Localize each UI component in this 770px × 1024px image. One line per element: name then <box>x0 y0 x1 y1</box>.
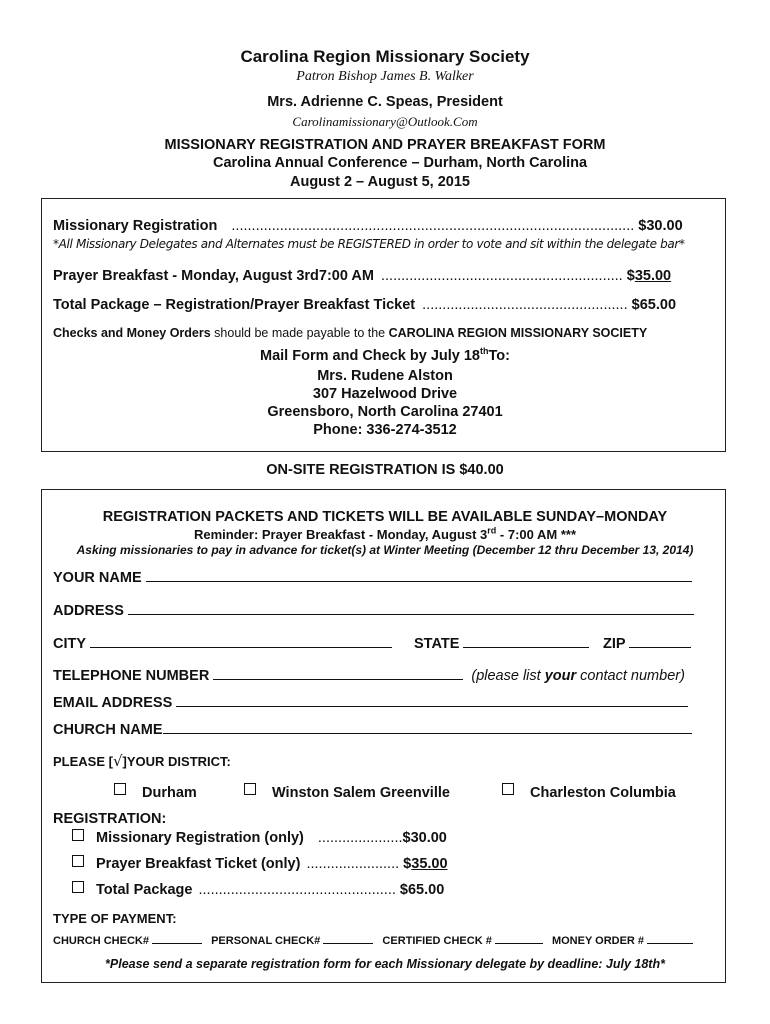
payment-heading: TYPE OF PAYMENT: <box>53 911 177 926</box>
address-label: ADDRESS <box>53 603 124 619</box>
mail-heading <box>0 348 770 364</box>
state-label: STATE <box>414 636 460 652</box>
missionary-fee-row <box>53 218 683 234</box>
city-label: CITY <box>53 636 86 652</box>
reg-package-label: Total Package <box>96 882 193 898</box>
reg-breakfast-checkbox[interactable] <box>72 855 84 867</box>
breakfast-fee-dots: ............................................................ <box>381 268 623 284</box>
district-durham-label: Durham <box>142 785 197 801</box>
missionary-fee-price: $30.00 <box>638 218 683 234</box>
district-heading <box>53 752 231 770</box>
missionary-fee-dots: .................................................................................................... <box>231 218 635 234</box>
reminder-time: - 7:00 AM *** <box>496 527 577 542</box>
breakfast-fee-row <box>53 268 671 284</box>
reg-missionary-dots: ..................... <box>317 830 403 846</box>
church-check-field[interactable] <box>152 943 202 944</box>
telephone-note-a: (please list <box>471 668 545 684</box>
mail-city: Greensboro, North Carolina 27401 <box>267 404 503 420</box>
advance-payment-note: Asking missionaries to pay in advance for ticket(s) at Winter Meeting (December 12 thru December 13, 2014) <box>76 543 694 557</box>
registration-heading: REGISTRATION: <box>53 811 167 827</box>
city-state-zip-row <box>53 636 392 652</box>
zip-row <box>603 636 691 652</box>
personal-check-label: PERSONAL CHECK# <box>211 935 321 947</box>
society-title: Carolina Region Missionary Society <box>240 47 530 66</box>
telephone-note <box>471 668 685 684</box>
district-charleston-label: Charleston Columbia <box>530 785 676 801</box>
reg-package-dots: ................................................. <box>198 882 396 898</box>
zip-label: ZIP <box>603 636 626 652</box>
district-heading-a: PLEASE [ <box>53 754 113 769</box>
reg-missionary-price: $30.00 <box>402 830 447 846</box>
packets-notice: REGISTRATION PACKETS AND TICKETS WILL BE AVAILABLE SUNDAY–MONDAY <box>102 509 668 525</box>
email-row <box>53 695 688 711</box>
telephone-label: TELEPHONE NUMBER <box>53 668 210 684</box>
reg-package-checkbox[interactable] <box>72 881 84 893</box>
telephone-note-c: contact number) <box>576 668 685 684</box>
breakfast-fee-price: 35.00 <box>634 268 672 284</box>
address-field[interactable] <box>128 614 694 615</box>
money-order-label: MONEY ORDER # <box>551 935 645 947</box>
payable-text: should be made payable to the <box>210 326 389 340</box>
church-field[interactable] <box>163 733 692 734</box>
deadline-note: *Please send a separate registration form for each Missionary delegate by deadline: July 18th* <box>105 957 665 971</box>
district-winston-label: Winston Salem Greenville <box>272 785 450 801</box>
reg-package-row <box>96 882 444 898</box>
mail-heading-text: Mail Form and Check by July 18 <box>260 348 481 364</box>
email-label: EMAIL ADDRESS <box>53 695 173 711</box>
reg-missionary-label: Missionary Registration (only) <box>96 830 304 846</box>
conference-line: Carolina Annual Conference – Durham, North Carolina <box>213 155 588 171</box>
telephone-row <box>53 668 685 684</box>
certified-check-field[interactable] <box>495 943 543 944</box>
church-label: CHURCH NAME <box>53 722 163 738</box>
onsite-registration: ON-SITE REGISTRATION IS $40.00 <box>266 462 504 478</box>
reminder-sup: rd <box>487 525 497 536</box>
package-fee-dots: ................................................... <box>422 297 628 313</box>
patron-line: Patron Bishop James B. Walker <box>296 69 474 84</box>
district-charleston-checkbox[interactable] <box>502 783 514 795</box>
package-fee-row <box>53 297 676 313</box>
reg-missionary-checkbox[interactable] <box>72 829 84 841</box>
reg-breakfast-label: Prayer Breakfast Ticket (only) <box>96 856 301 872</box>
checkmark-icon: √ <box>112 752 123 770</box>
mail-street: 307 Hazelwood Drive <box>312 386 458 402</box>
delegate-note: *All Missionary Delegates and Alternates must be REGISTERED in order to vote and sit within the delegate bar* <box>53 237 685 251</box>
mail-phone: Phone: 336-274-3512 <box>313 422 457 438</box>
reminder-text: Reminder: Prayer Breakfast - Monday, August 3 <box>193 527 488 542</box>
district-durham-checkbox[interactable] <box>114 783 126 795</box>
payable-bold-2: CAROLINA REGION MISSIONARY SOCIETY <box>388 326 648 340</box>
your-name-label: YOUR NAME <box>53 570 142 586</box>
your-name-field[interactable] <box>146 581 692 582</box>
your-name-row <box>53 570 692 586</box>
payment-types-row <box>53 935 693 947</box>
missionary-fee-label: Missionary Registration <box>53 218 218 234</box>
email-field[interactable] <box>176 706 688 707</box>
money-order-field[interactable] <box>647 943 693 944</box>
reg-breakfast-row <box>96 856 448 872</box>
breakfast-reminder <box>0 527 770 542</box>
certified-check-label: CERTIFIED CHECK # <box>382 935 492 947</box>
district-heading-b: ]YOUR DISTRICT: <box>122 754 231 769</box>
package-fee-price: $65.00 <box>631 297 677 313</box>
payable-note <box>53 326 647 340</box>
breakfast-fee-price-prefix: $ <box>626 268 635 284</box>
personal-check-field[interactable] <box>323 943 373 944</box>
mail-heading-sup: th <box>480 346 489 357</box>
zip-field[interactable] <box>629 647 691 648</box>
city-field[interactable] <box>90 647 392 648</box>
church-row <box>53 722 692 738</box>
reg-breakfast-price-prefix: $ <box>403 856 412 872</box>
telephone-note-your: your <box>544 668 577 684</box>
payable-bold-1: Checks and Money Orders <box>53 326 211 340</box>
president-line: Mrs. Adrienne C. Speas, President <box>267 94 503 110</box>
reg-package-price: $65.00 <box>399 882 445 898</box>
church-check-label: CHURCH CHECK# <box>53 935 149 947</box>
package-fee-label: Total Package – Registration/Prayer Breakfast Ticket <box>53 297 416 313</box>
breakfast-fee-label: Prayer Breakfast - Monday, August 3rd7:00 AM <box>53 268 374 284</box>
state-row <box>414 636 589 652</box>
mail-name: Mrs. Rudene Alston <box>317 368 453 384</box>
reg-breakfast-dots: ....................... <box>306 856 400 872</box>
mail-heading-to: To: <box>488 348 510 364</box>
form-title: MISSIONARY REGISTRATION AND PRAYER BREAKFAST FORM <box>164 137 606 153</box>
telephone-field[interactable] <box>213 679 463 680</box>
reg-missionary-row <box>96 830 447 846</box>
reg-breakfast-price: 35.00 <box>411 856 448 872</box>
address-row <box>53 603 694 619</box>
state-field[interactable] <box>463 647 589 648</box>
society-email: Carolinamissionary@Outlook.Com <box>292 114 478 129</box>
district-winston-checkbox[interactable] <box>244 783 256 795</box>
conference-dates: August 2 – August 5, 2015 <box>290 174 470 190</box>
